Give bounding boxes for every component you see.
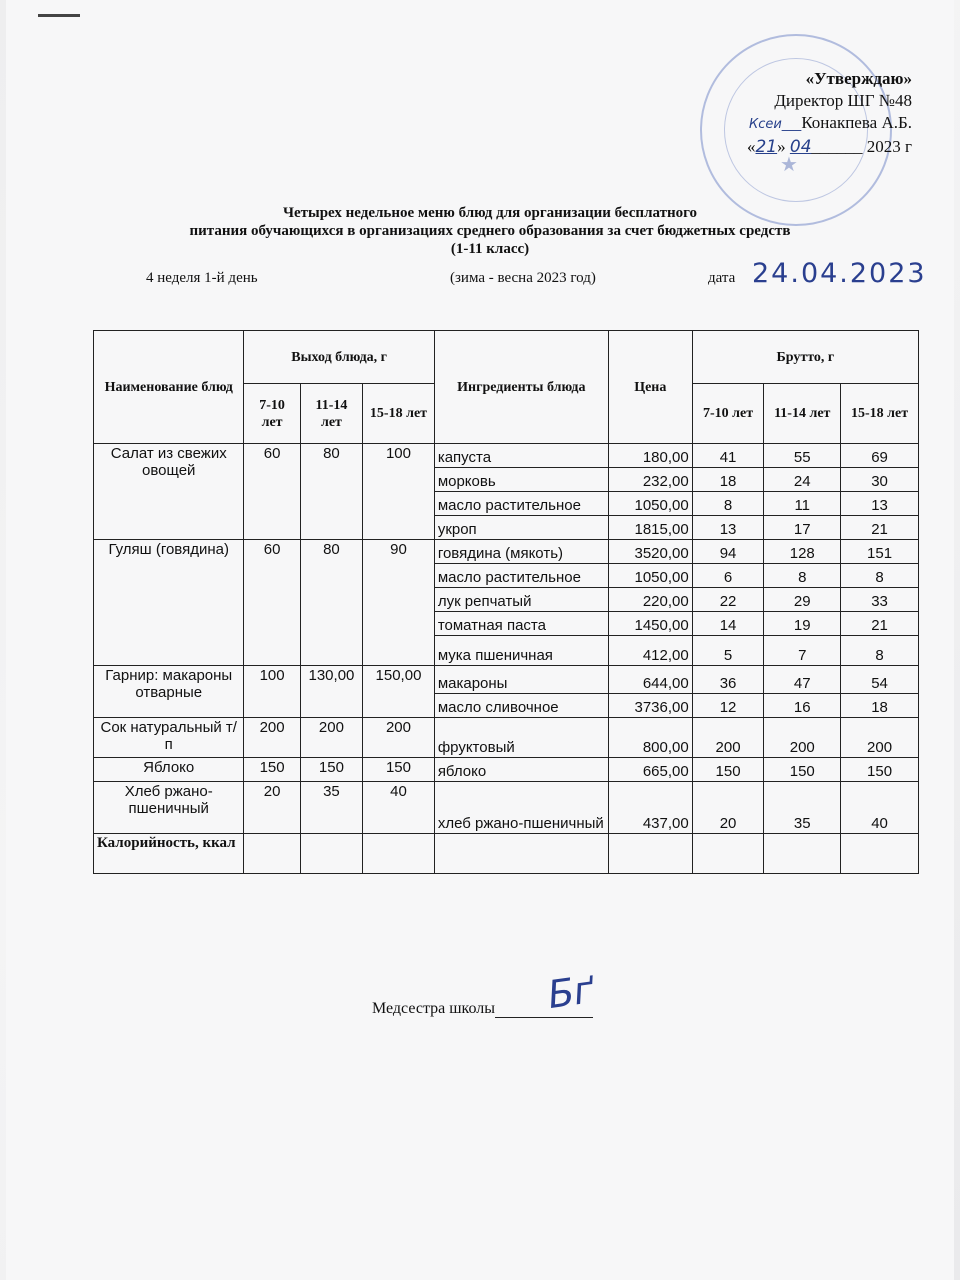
dish-name: Хлеб ржано-пшеничный <box>94 782 244 834</box>
price: 412,00 <box>608 636 692 666</box>
header-ingredients: Ингредиенты блюда <box>434 331 608 444</box>
yield-15-18: 40 <box>363 782 435 834</box>
gross-11-14: 128 <box>764 540 841 564</box>
table-row <box>94 718 919 758</box>
yield-11-14: 130,00 <box>300 666 362 718</box>
ingredient: морковь <box>434 468 608 492</box>
gross-7-10: 20 <box>692 782 764 834</box>
document-title <box>100 204 880 258</box>
approval-name-line <box>690 112 912 136</box>
gross-15-18: 18 <box>841 694 919 718</box>
gross-7-10: 18 <box>692 468 764 492</box>
gross-7-10: 8 <box>692 492 764 516</box>
ingredient: укроп <box>434 516 608 540</box>
gross-15-18: 33 <box>841 588 919 612</box>
dish-name: Сок натуральный т/п <box>94 718 244 758</box>
header-gross: Брутто, г <box>692 331 918 384</box>
gross-15-18: 54 <box>841 666 919 694</box>
table-row <box>94 444 919 468</box>
ingredient: масло сливочное <box>434 694 608 718</box>
yield-7-10: 100 <box>244 666 300 718</box>
gross-7-10: 12 <box>692 694 764 718</box>
price: 1050,00 <box>608 564 692 588</box>
calories-cell <box>300 834 362 874</box>
ingredient: капуста <box>434 444 608 468</box>
price: 3736,00 <box>608 694 692 718</box>
gross-7-10: 94 <box>692 540 764 564</box>
gross-11-14: 16 <box>764 694 841 718</box>
season-label: (зима - весна 2023 год) <box>450 270 596 286</box>
header-gross-age-11-14: 11-14 лет <box>764 384 841 444</box>
calories-cell <box>764 834 841 874</box>
gross-15-18: 69 <box>841 444 919 468</box>
yield-11-14: 80 <box>300 540 362 666</box>
table-row <box>94 782 919 834</box>
calories-cell <box>841 834 919 874</box>
price: 1815,00 <box>608 516 692 540</box>
yield-7-10: 200 <box>244 718 300 758</box>
price: 220,00 <box>608 588 692 612</box>
nurse-signature: Бґ <box>545 967 597 1017</box>
gross-11-14: 17 <box>764 516 841 540</box>
gross-11-14: 24 <box>764 468 841 492</box>
ingredient: мука пшеничная <box>434 636 608 666</box>
table-row <box>94 540 919 564</box>
yield-11-14: 80 <box>300 444 362 540</box>
approval-name: Конакпева А.Б. <box>801 113 912 132</box>
gross-15-18: 150 <box>841 758 919 782</box>
dish-name: Яблоко <box>94 758 244 782</box>
table-row <box>94 666 919 694</box>
approval-block <box>690 68 912 158</box>
header-price: Цена <box>608 331 692 444</box>
gross-7-10: 6 <box>692 564 764 588</box>
yield-7-10: 60 <box>244 444 300 540</box>
gross-11-14: 200 <box>764 718 841 758</box>
calories-cell <box>363 834 435 874</box>
price: 180,00 <box>608 444 692 468</box>
approval-position: Директор ШГ №48 <box>774 91 912 110</box>
title-line-3: (1-11 класс) <box>450 241 530 257</box>
price: 1450,00 <box>608 612 692 636</box>
price: 3520,00 <box>608 540 692 564</box>
gross-15-18: 8 <box>841 636 919 666</box>
yield-11-14: 35 <box>300 782 362 834</box>
yield-15-18: 90 <box>363 540 435 666</box>
gross-11-14: 11 <box>764 492 841 516</box>
ingredient: макароны <box>434 666 608 694</box>
gross-11-14: 55 <box>764 444 841 468</box>
approval-month: 04 <box>789 137 812 157</box>
yield-7-10: 150 <box>244 758 300 782</box>
gross-7-10: 13 <box>692 516 764 540</box>
dish-name: Гуляш (говядина) <box>94 540 244 666</box>
yield-7-10: 20 <box>244 782 300 834</box>
yield-15-18: 150,00 <box>363 666 435 718</box>
gross-15-18: 200 <box>841 718 919 758</box>
gross-7-10: 41 <box>692 444 764 468</box>
corner-mark <box>38 14 80 17</box>
gross-15-18: 151 <box>841 540 919 564</box>
price: 437,00 <box>608 782 692 834</box>
date-label: дата <box>708 270 736 286</box>
approval-year: 2023 г <box>866 137 912 156</box>
gross-15-18: 40 <box>841 782 919 834</box>
gross-15-18: 21 <box>841 516 919 540</box>
ingredient: лук репчатый <box>434 588 608 612</box>
gross-7-10: 200 <box>692 718 764 758</box>
gross-15-18: 30 <box>841 468 919 492</box>
ingredient: яблоко <box>434 758 608 782</box>
ingredient: хлеб ржано-пшеничный <box>434 782 608 834</box>
price: 1050,00 <box>608 492 692 516</box>
price: 644,00 <box>608 666 692 694</box>
yield-11-14: 150 <box>300 758 362 782</box>
approval-day: 21 <box>755 137 778 157</box>
header-yield-age-15-18: 15-18 лет <box>363 384 435 444</box>
gross-11-14: 7 <box>764 636 841 666</box>
price: 232,00 <box>608 468 692 492</box>
dish-name: Салат из свежих овощей <box>94 444 244 540</box>
calories-cell <box>608 834 692 874</box>
approval-title: «Утверждаю» <box>805 69 912 88</box>
calories-cell <box>434 834 608 874</box>
price: 800,00 <box>608 718 692 758</box>
director-signature: Ксеи___ <box>748 117 802 132</box>
gross-11-14: 150 <box>764 758 841 782</box>
price: 665,00 <box>608 758 692 782</box>
dish-name: Гарнир: макароны отварные <box>94 666 244 718</box>
yield-11-14: 200 <box>300 718 362 758</box>
yield-15-18: 100 <box>363 444 435 540</box>
menu-table <box>93 330 919 874</box>
yield-15-18: 150 <box>363 758 435 782</box>
header-gross-age-7-10: 7-10 лет <box>692 384 764 444</box>
gross-7-10: 22 <box>692 588 764 612</box>
gross-7-10: 14 <box>692 612 764 636</box>
table-row <box>94 758 919 782</box>
gross-7-10: 150 <box>692 758 764 782</box>
ingredient: фруктовый <box>434 718 608 758</box>
header-yield: Выход блюда, г <box>244 331 434 384</box>
gross-11-14: 47 <box>764 666 841 694</box>
gross-7-10: 5 <box>692 636 764 666</box>
gross-15-18: 13 <box>841 492 919 516</box>
approval-date: «21» 04______ 2023 г <box>746 137 912 157</box>
gross-7-10: 36 <box>692 666 764 694</box>
date-value: 24.04.2023 <box>752 258 927 289</box>
header-gross-age-15-18: 15-18 лет <box>841 384 919 444</box>
calories-cell <box>692 834 764 874</box>
header-yield-age-7-10: 7-10 лет <box>244 384 300 444</box>
title-line-1: Четырех недельное меню блюд для организации бесплатного <box>282 205 698 221</box>
yield-15-18: 200 <box>363 718 435 758</box>
stamp-star-icon: ★ <box>780 152 798 176</box>
ingredient: масло растительное <box>434 492 608 516</box>
yield-7-10: 60 <box>244 540 300 666</box>
week-day-label: 4 неделя 1-й день <box>146 270 258 286</box>
gross-11-14: 19 <box>764 612 841 636</box>
calories-label: Калорийность, ккал <box>94 834 244 874</box>
gross-15-18: 8 <box>841 564 919 588</box>
title-line-2: питания обучающихся в организациях среднего образования за счет бюджетных средств <box>189 223 791 239</box>
calories-cell <box>244 834 300 874</box>
ingredient: масло растительное <box>434 564 608 588</box>
ingredient: говядина (мякоть) <box>434 540 608 564</box>
gross-15-18: 21 <box>841 612 919 636</box>
nurse-label: Медсестра школы <box>372 1000 496 1017</box>
header-dish: Наименование блюд <box>94 331 244 444</box>
ingredient: томатная паста <box>434 612 608 636</box>
gross-11-14: 29 <box>764 588 841 612</box>
gross-11-14: 35 <box>764 782 841 834</box>
gross-11-14: 8 <box>764 564 841 588</box>
header-yield-age-11-14: 11-14 лет <box>300 384 362 444</box>
